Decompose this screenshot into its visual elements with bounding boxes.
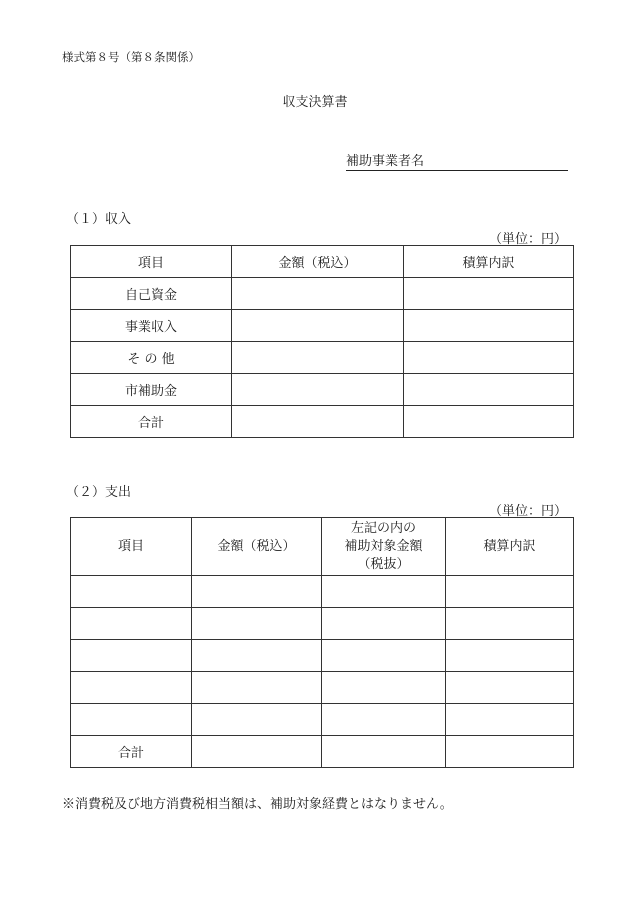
income-table	[70, 245, 574, 438]
income-header-item: 項目	[71, 246, 232, 278]
income-breakdown-cell[interactable]	[404, 374, 574, 406]
expense-item-cell[interactable]	[71, 672, 192, 704]
expense-subsidy-cell[interactable]	[322, 576, 446, 608]
income-amount-cell[interactable]	[232, 278, 404, 310]
expense-amount-cell[interactable]	[192, 608, 322, 640]
expense-header-subsidy-line2: 補助対象金額	[344, 538, 423, 554]
expense-total-label: 合計	[71, 736, 192, 768]
expense-breakdown-cell[interactable]	[446, 672, 574, 704]
expense-row	[71, 576, 574, 608]
expense-subsidy-cell[interactable]	[322, 704, 446, 736]
income-item-cell: 自己資金	[71, 278, 232, 310]
expense-amount-cell[interactable]	[192, 576, 322, 608]
recipient-name-label: 補助事業者名	[346, 154, 425, 169]
income-item-cell: 市補助金	[71, 374, 232, 406]
income-item-cell: そ の 他	[71, 342, 232, 374]
income-amount-cell[interactable]	[232, 342, 404, 374]
expense-row-total	[71, 736, 574, 768]
income-breakdown-cell[interactable]	[404, 342, 574, 374]
income-row-own-funds	[71, 278, 574, 310]
expense-unit-label: （単位：円）	[489, 504, 568, 519]
income-breakdown-cell[interactable]	[404, 278, 574, 310]
income-row-city-subsidy	[71, 374, 574, 406]
expense-amount-cell[interactable]	[192, 672, 322, 704]
income-total-label: 合計	[71, 406, 232, 438]
income-row-business-revenue	[71, 310, 574, 342]
expense-subsidy-cell[interactable]	[322, 736, 446, 768]
recipient-name-field[interactable]	[346, 150, 568, 171]
expense-header-subsidy-line3: （税抜）	[357, 556, 410, 572]
income-section-title: （１）収入	[66, 212, 132, 227]
expense-header-breakdown: 積算内訳	[446, 518, 574, 576]
expense-item-cell[interactable]	[71, 704, 192, 736]
form-number: 様式第８号（第８条関係）	[62, 50, 200, 64]
income-row-total	[71, 406, 574, 438]
expense-subsidy-cell[interactable]	[322, 608, 446, 640]
expense-table	[70, 517, 574, 768]
expense-amount-cell[interactable]	[192, 640, 322, 672]
expense-item-cell[interactable]	[71, 576, 192, 608]
expense-section-title: （２）支出	[66, 485, 132, 500]
income-unit-label: （単位：円）	[489, 232, 568, 247]
income-header-breakdown: 積算内訳	[404, 246, 574, 278]
income-row-other	[71, 342, 574, 374]
expense-row	[71, 640, 574, 672]
document-title: 収支決算書	[282, 95, 348, 110]
expense-header-row	[71, 518, 574, 576]
income-breakdown-cell[interactable]	[404, 406, 574, 438]
income-amount-cell[interactable]	[232, 406, 404, 438]
expense-row	[71, 672, 574, 704]
income-item-cell: 事業収入	[71, 310, 232, 342]
footnote: ※消費税及び地方消費税相当額は、補助対象経費とはなりません。	[62, 797, 453, 812]
income-header-amount: 金額（税込）	[232, 246, 404, 278]
expense-breakdown-cell[interactable]	[446, 704, 574, 736]
expense-amount-cell[interactable]	[192, 736, 322, 768]
expense-row	[71, 608, 574, 640]
expense-subsidy-cell[interactable]	[322, 672, 446, 704]
income-amount-cell[interactable]	[232, 374, 404, 406]
expense-breakdown-cell[interactable]	[446, 736, 574, 768]
expense-breakdown-cell[interactable]	[446, 608, 574, 640]
expense-header-amount: 金額（税込）	[192, 518, 322, 576]
expense-breakdown-cell[interactable]	[446, 576, 574, 608]
income-amount-cell[interactable]	[232, 310, 404, 342]
expense-header-subsidy-amount	[322, 518, 446, 576]
expense-header-item: 項目	[71, 518, 192, 576]
expense-amount-cell[interactable]	[192, 704, 322, 736]
income-breakdown-cell[interactable]	[404, 310, 574, 342]
expense-subsidy-cell[interactable]	[322, 640, 446, 672]
expense-row	[71, 704, 574, 736]
expense-header-subsidy-line1: 左記の内の	[350, 520, 416, 536]
expense-item-cell[interactable]	[71, 640, 192, 672]
income-header-row	[71, 246, 574, 278]
expense-item-cell[interactable]	[71, 608, 192, 640]
expense-breakdown-cell[interactable]	[446, 640, 574, 672]
